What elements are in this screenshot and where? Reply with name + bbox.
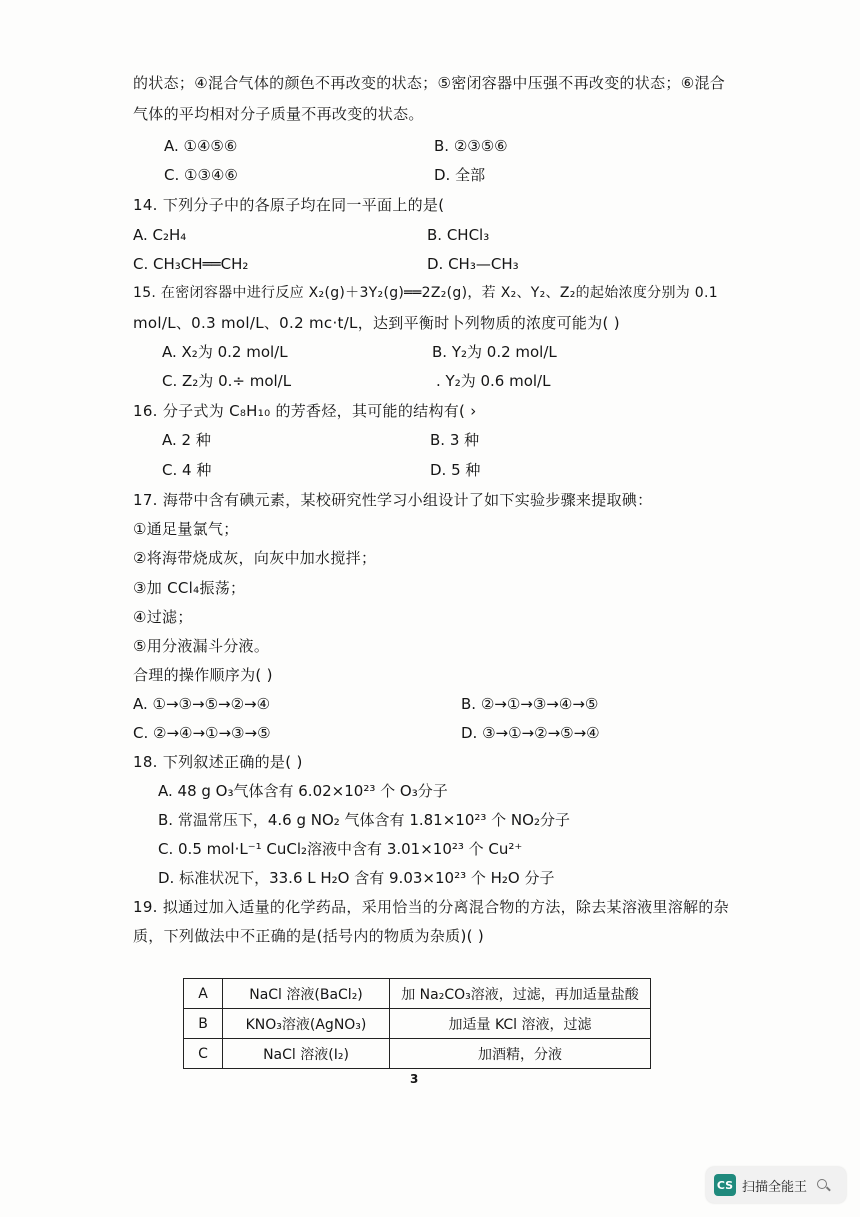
q14-option-b: B. CHCl₃: [427, 226, 490, 244]
q17-step-1: ①通足量氯气；: [133, 520, 239, 538]
q16-stem: 16. 分子式为 C₈H₁₀ 的芳香烃，其可能的结构有( ›: [133, 402, 477, 420]
page-number: 3: [410, 1072, 419, 1086]
q18-option-c: C. 0.5 mol·L⁻¹ CuCl₂溶液中含有 3.01×10²³ 个 Cu²⁺: [158, 840, 523, 858]
q17-step-5: ⑤用分液漏斗分液。: [133, 637, 270, 655]
q17-question: 合理的操作顺序为( ): [133, 666, 273, 684]
q13-option-c: C. ①③④⑥: [164, 166, 238, 184]
search-icon[interactable]: [817, 1179, 829, 1191]
q15-stem-line1: 15. 在密闭容器中进行反应 X₂(g)＋3Y₂(g)══2Z₂(g)，若 X₂、Y₂、Z₂的起始浓度分别为 0.1: [133, 285, 718, 301]
table-row: [184, 1039, 651, 1069]
row-solution: NaCl 溶液(I₂): [223, 1039, 390, 1069]
q15-option-c: C. Z₂为 0.÷ mol/L: [162, 372, 292, 390]
q17-step-2: ②将海带烧成灰，向灰中加水搅拌；: [133, 549, 377, 567]
q14-option-d: D. CH₃—CH₃: [427, 255, 519, 273]
scanner-watermark-badge[interactable]: [706, 1167, 846, 1203]
q19-stem-line2: 质，下列做法中不正确的是(括号内的物质为杂质)( ): [133, 927, 484, 945]
row-key: A: [184, 979, 223, 1009]
q15-option-b: B. Y₂为 0.2 mol/L: [432, 343, 557, 361]
row-method: 加 Na₂CO₃溶液，过滤，再加适量盐酸: [390, 979, 651, 1009]
row-key: C: [184, 1039, 223, 1069]
camscanner-logo-icon: CS: [714, 1174, 736, 1196]
q13-option-d: D. 全部: [434, 166, 486, 184]
q17-option-c: C. ②→④→①→③→⑤: [133, 724, 271, 742]
q18-option-a: A. 48 g O₃气体含有 6.02×10²³ 个 O₃分子: [158, 782, 448, 800]
q16-option-b: B. 3 种: [430, 431, 480, 449]
q19-stem-line1: 19. 拟通过加入适量的化学药品，采用恰当的分离混合物的方法，除去某溶液里溶解的杂: [133, 898, 729, 916]
table-row: [184, 979, 651, 1009]
q19-table: [183, 978, 651, 1069]
row-key: B: [184, 1009, 223, 1039]
q15-stem-line2: mol/L、0.3 mol/L、0.2 mc·t/L，达到平衡时卜列物质的浓度可能为( ): [133, 314, 620, 332]
q13-stem-line1: 的状态；④混合气体的颜色不再改变的状态；⑤密闭容器中压强不再改变的状态；⑥混合: [133, 74, 726, 92]
row-method: 加酒精，分液: [390, 1039, 651, 1069]
table-row: [184, 1009, 651, 1039]
q13-option-a: A. ①④⑤⑥: [164, 137, 238, 155]
q18-option-d: D. 标准状况下，33.6 L H₂O 含有 9.03×10²³ 个 H₂O 分子: [158, 869, 555, 887]
q13-option-b: B. ②③⑤⑥: [434, 137, 508, 155]
watermark-text: 扫描全能王: [742, 1179, 808, 1195]
q17-option-d: D. ③→①→②→⑤→④: [461, 724, 600, 742]
q17-step-4: ④过滤；: [133, 608, 193, 626]
q15-option-d: . Y₂为 0.6 mol/L: [436, 372, 551, 390]
row-solution: KNO₃溶液(AgNO₃): [223, 1009, 390, 1039]
q17-stem: 17. 海带中含有碘元素，某校研究性学习小组设计了如下实验步骤来提取碘：: [133, 491, 653, 509]
q17-step-3: ③加 CCl₄振荡；: [133, 579, 246, 597]
q14-option-a: A. C₂H₄: [133, 226, 187, 244]
q14-option-c: C. CH₃CH══CH₂: [133, 255, 249, 273]
q15-option-a: A. X₂为 0.2 mol/L: [162, 343, 288, 361]
q16-option-c: C. 4 种: [162, 461, 212, 479]
q18-option-b: B. 常温常压下，4.6 g NO₂ 气体含有 1.81×10²³ 个 NO₂分子: [158, 811, 570, 829]
q17-option-b: B. ②→①→③→④→⑤: [461, 695, 599, 713]
row-method: 加适量 KCl 溶液，过滤: [390, 1009, 651, 1039]
q13-stem-line2: 气体的平均相对分子质量不再改变的状态。: [133, 105, 424, 123]
q18-stem: 18. 下列叙述正确的是( ): [133, 753, 303, 771]
q14-stem: 14. 下列分子中的各原子均在同一平面上的是(: [133, 196, 445, 214]
q16-option-a: A. 2 种: [162, 431, 211, 449]
q17-option-a: A. ①→③→⑤→②→④: [133, 695, 271, 713]
q16-option-d: D. 5 种: [430, 461, 481, 479]
row-solution: NaCl 溶液(BaCl₂): [223, 979, 390, 1009]
